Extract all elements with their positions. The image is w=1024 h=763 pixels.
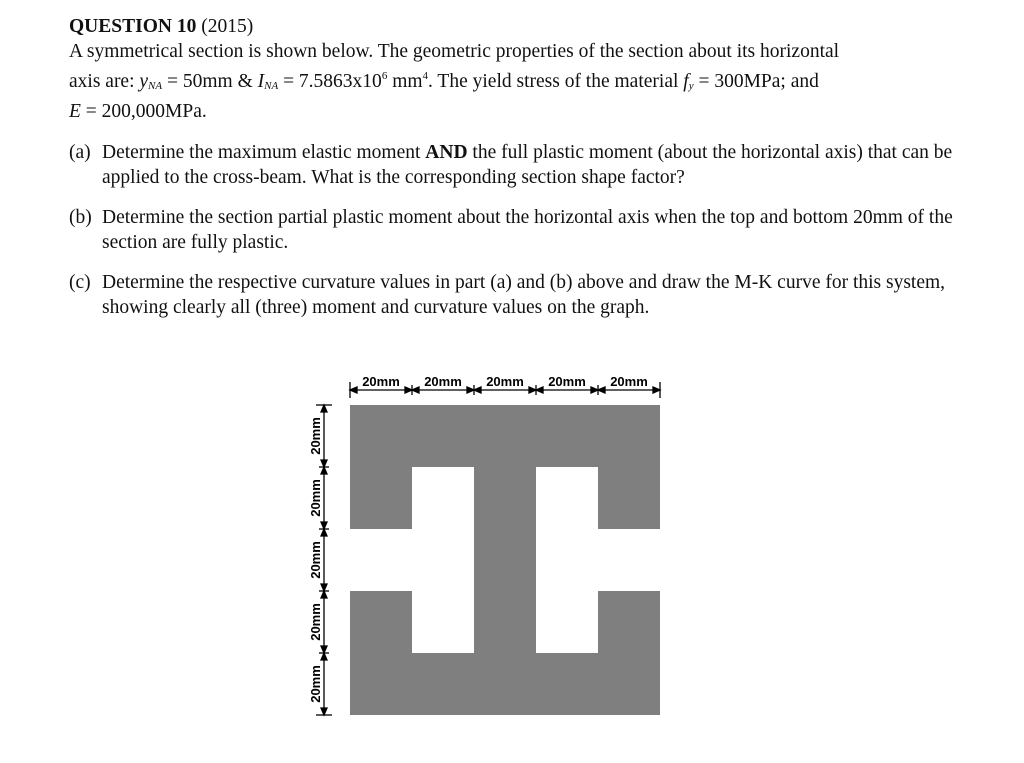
- fy-value: = 300MPa; and: [698, 71, 819, 92]
- section-shape: [350, 405, 660, 715]
- e-value: = 200,000MPa.: [85, 101, 207, 122]
- y-na-value: = 50mm &: [166, 71, 253, 92]
- question-title: [69, 14, 949, 39]
- left-stub-top: [350, 467, 412, 529]
- question-number: QUESTION 10: [69, 16, 197, 37]
- part-b: (b) Determine the section partial plastic moment about the horizontal axis when the top and bottom 20mm of the section are fully plastic.: [69, 207, 953, 253]
- y-na-symbol: $y_{NA}$: [139, 71, 163, 92]
- question-year: (2015): [201, 16, 254, 37]
- top-dim-label: 20mm: [486, 374, 524, 389]
- question-parts: [69, 140, 959, 335]
- fy-symbol: $f_y$: [683, 71, 694, 92]
- e-symbol: E: [69, 101, 81, 122]
- top-dim-label: 20mm: [548, 374, 586, 389]
- axis-label: axis are:: [69, 71, 135, 92]
- part-a: (a) Determine the maximum elastic moment AND the full plastic moment (about the horizontal axis) that can be applied to the cross-beam. What is the corresponding section shape factor?: [69, 142, 953, 188]
- part-c: (c) Determine the respective curvature values in part (a) and (b) above and draw the M-K curve for this system, showing clearly all (three) moment and curvature values on the graph.: [69, 272, 946, 318]
- cross-section-diagram: [300, 360, 680, 720]
- part-label: (b): [69, 207, 92, 228]
- top-dim-label: 20mm: [424, 374, 462, 389]
- part-label: (a): [69, 142, 91, 163]
- question-header: [69, 14, 949, 124]
- side-dim-label: 20mm: [308, 479, 323, 517]
- intro-line-2: [69, 64, 949, 99]
- top-flange: [350, 405, 660, 467]
- side-dim-label: 20mm: [308, 417, 323, 455]
- bottom-flange: [350, 653, 660, 715]
- top-dim-label: 20mm: [610, 374, 648, 389]
- i-na-value: = $7.5863x10^6$ $mm^4$: [283, 70, 429, 92]
- right-stub-top: [598, 467, 660, 529]
- side-dim-label: 20mm: [308, 665, 323, 703]
- top-dim-label: 20mm: [362, 374, 400, 389]
- part-label: (c): [69, 272, 91, 293]
- yield-text: . The yield stress of the material: [428, 71, 679, 92]
- left-stub-bottom: [350, 591, 412, 653]
- intro-line-1: A symmetrical section is shown below. The geometric properties of the section about its horizontal: [69, 41, 840, 62]
- central-web: [474, 467, 536, 653]
- right-stub-bottom: [598, 591, 660, 653]
- i-na-symbol: $I_{NA}$: [257, 71, 279, 92]
- intro-line-3: [69, 99, 949, 124]
- side-dim-label: 20mm: [308, 603, 323, 641]
- side-dim-label: 20mm: [308, 541, 323, 579]
